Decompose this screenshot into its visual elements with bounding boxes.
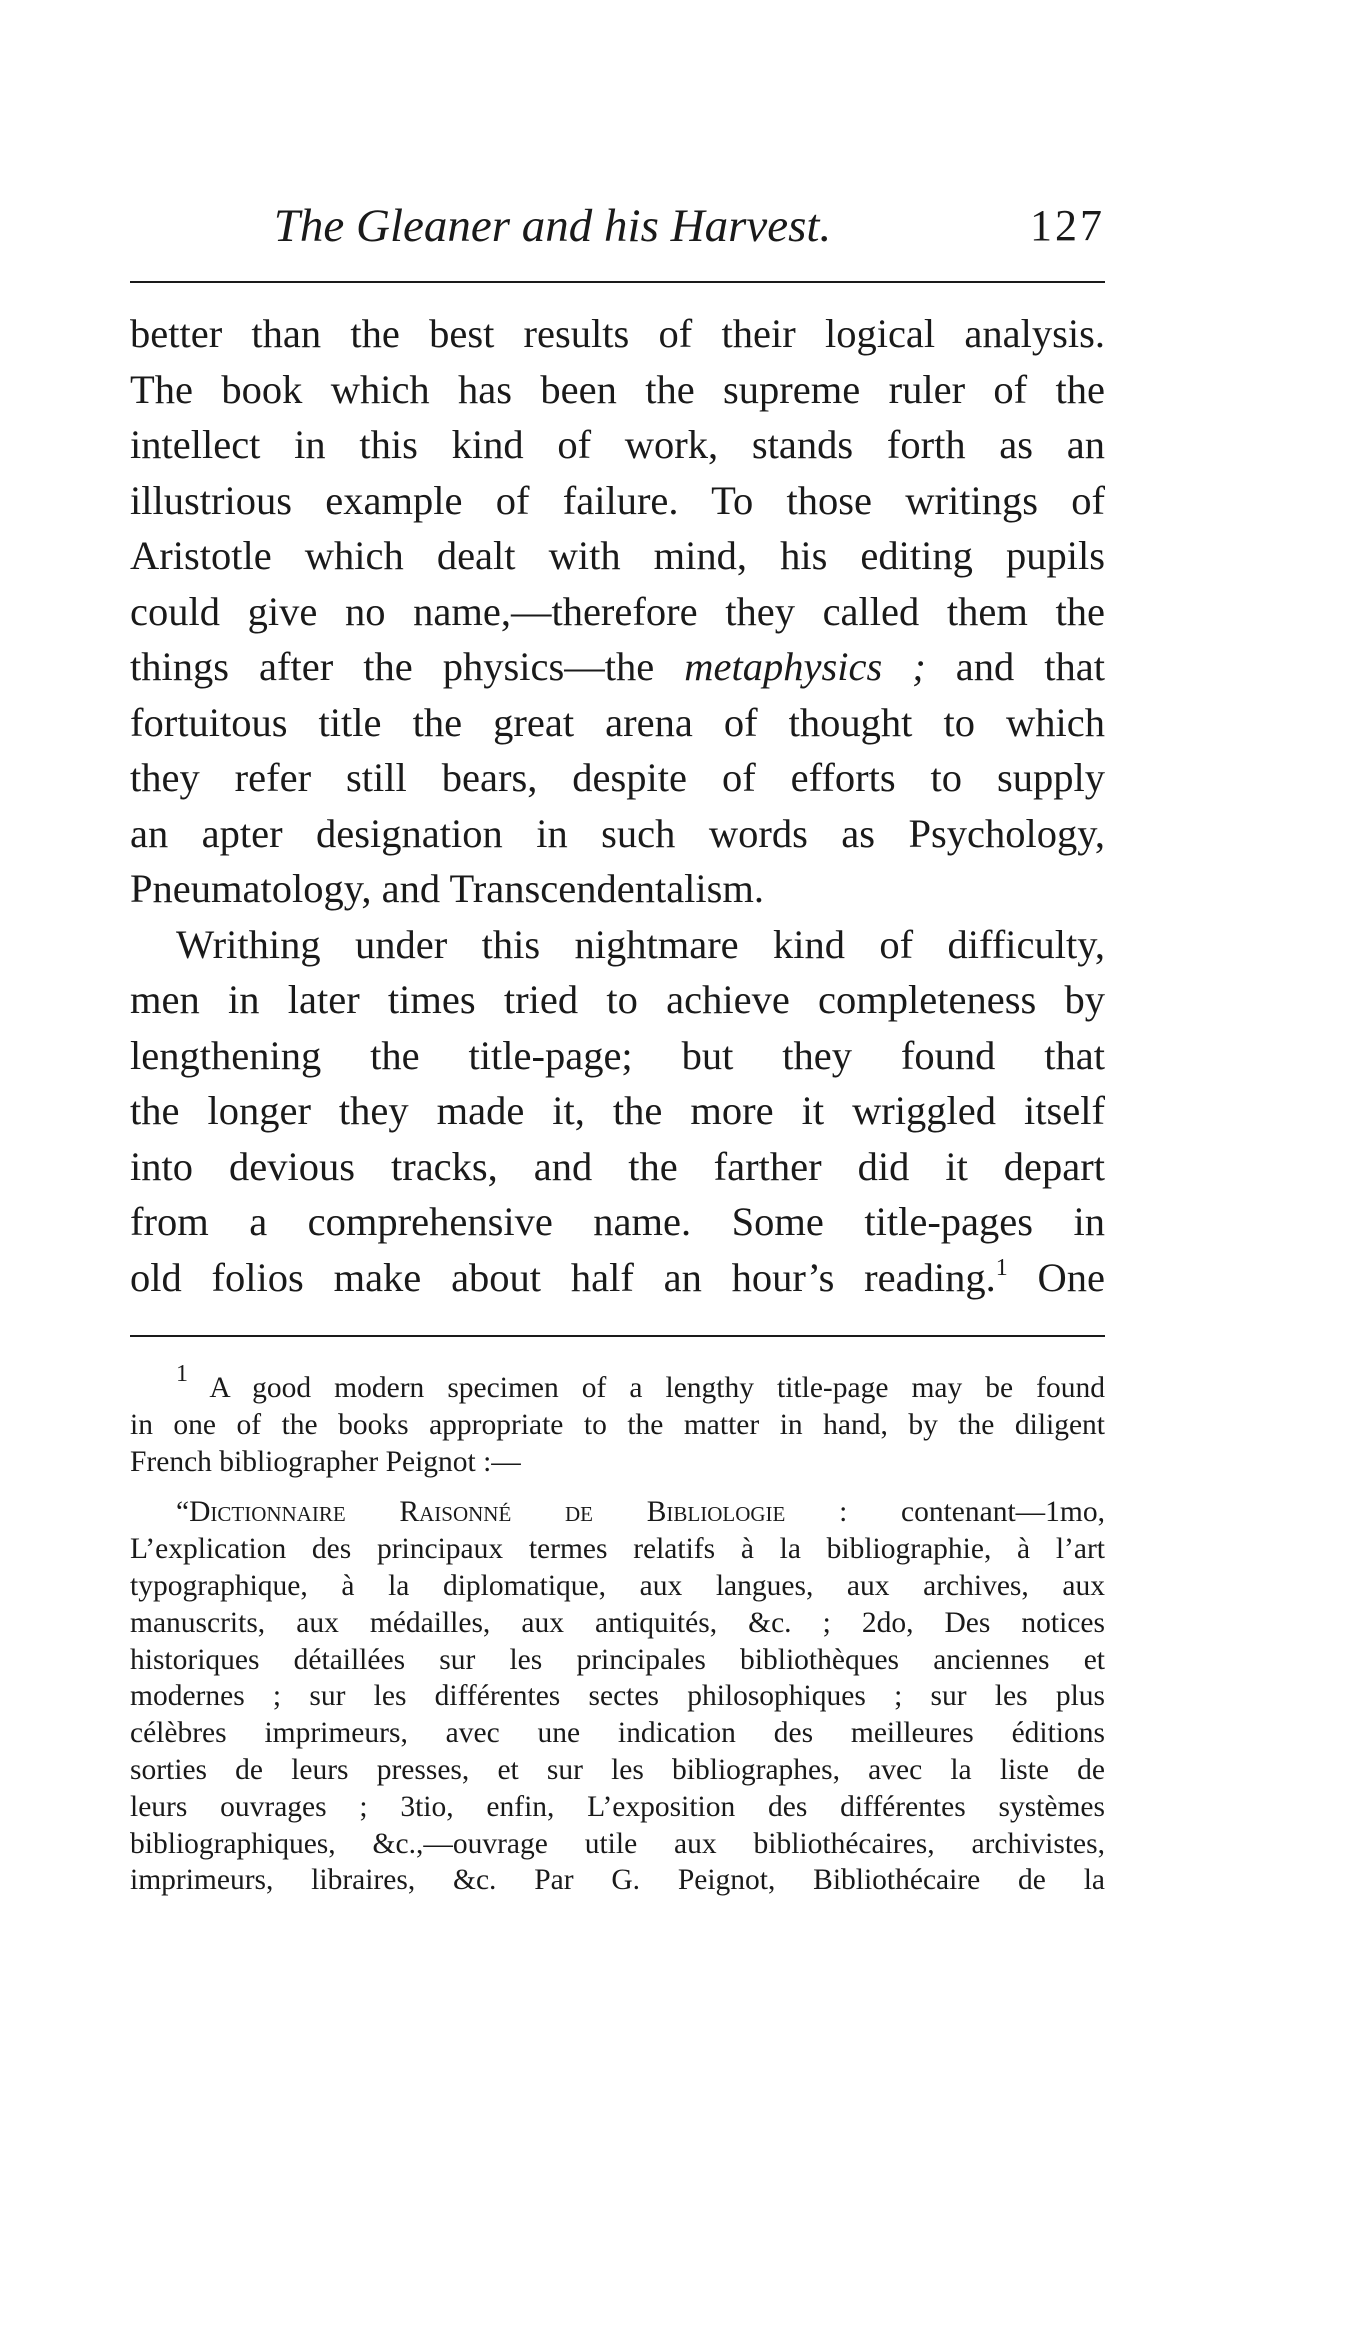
footnote-line: typographique, à la diplomatique, aux langues, aux archives, aux [130, 1569, 1105, 1602]
footnote-rule [130, 1335, 1105, 1337]
footnote-line: bibliographiques, &c.,—ouvrage utile aux bibliothécaires, archivistes, [130, 1827, 1105, 1860]
paragraph-1 [130, 306, 1105, 917]
text-line [130, 639, 1105, 695]
footnote-line: célèbres imprimeurs, avec une indication des meilleures éditions [130, 1717, 1105, 1750]
quoted-title: “Dictionnaire Raisonné de Bibliologie : [176, 1496, 848, 1529]
text-line: an apter designation in such words as Psychology, [130, 810, 1105, 856]
running-head [130, 196, 1105, 266]
footnote-line: imprimeurs, libraires, &c. Par G. Peignot, Bibliothécaire de la [130, 1864, 1105, 1897]
footnote-1 [130, 1361, 1105, 1480]
footnote-line: leurs ouvrages ; 3tio, enfin, L’exposition des différentes systèmes [130, 1790, 1105, 1823]
body-text [130, 306, 1105, 1305]
emphasis-metaphysics: metaphysics ; [684, 644, 926, 689]
text-fragment: things after the physics—the [130, 644, 685, 689]
footnote-line: sorties de leurs presses, et sur les bibliographes, avec la liste de [130, 1753, 1105, 1786]
text-line: from a comprehensive name. Some title-pages in [130, 1199, 1105, 1244]
text-fragment: One [1037, 1254, 1106, 1300]
text-fragment: contenant—1mo, [847, 1496, 1105, 1529]
text-line: illustrious example of failure. To those writings of [130, 477, 1105, 523]
text-fragment: old folios make about half an hour’s reading. [130, 1254, 996, 1300]
text-line: Aristotle which dealt with mind, his editing pupils [130, 533, 1105, 578]
text-line: lengthening the title-page; but they found that [130, 1032, 1105, 1078]
text-line: better than the best results of their logical analysis. [130, 311, 1105, 356]
footnote-line: French bibliographer Peignot :— [130, 1445, 521, 1478]
footnote-line [130, 1494, 1105, 1531]
footnote-marker: 1 [176, 1361, 188, 1387]
text-line: The book which has been the supreme ruler of the [130, 366, 1105, 412]
text-fragment: and that [925, 644, 1105, 689]
text-line: the longer they made it, the more it wriggled itself [130, 1088, 1105, 1133]
footnote-reference: 1 [995, 1254, 1008, 1281]
text-line [130, 1250, 1105, 1306]
text-line: could give no name,—therefore they called them the [130, 588, 1105, 634]
paragraph-2 [130, 917, 1105, 1306]
footnotes [130, 1361, 1105, 1899]
text-line: they refer still bears, despite of efforts to supply [130, 755, 1105, 800]
footnote-line [130, 1361, 1105, 1407]
running-title: The Gleaner and his Harvest. [273, 200, 832, 252]
page-number: 127 [1030, 201, 1105, 250]
text-line: fortuitous title the great arena of thought to which [130, 699, 1105, 745]
text-line: Pneumatology, and Transcendentalism. [130, 866, 765, 911]
footnote-line: manuscrits, aux médailles, aux antiquités, &c. ; 2do, Des notices [130, 1606, 1105, 1639]
text-line: intellect in this kind of work, stands forth as an [130, 422, 1105, 467]
footnote-line: in one of the books appropriate to the matter in hand, by the diligent [130, 1408, 1105, 1441]
footnote-line: historiques détaillées sur les principales bibliothèques anciennes et [130, 1643, 1105, 1676]
footnote-line: modernes ; sur les différentes sectes philosophiques ; sur les plus [130, 1680, 1105, 1713]
header-rule [130, 281, 1105, 283]
text-fragment: A good modern specimen of a lengthy title-page may be found [209, 1372, 1105, 1404]
text-line: men in later times tried to achieve completeness by [130, 977, 1105, 1022]
text-line: Writhing under this nightmare kind of difficulty, [176, 921, 1105, 967]
footnote-1-quotation [130, 1494, 1105, 1899]
footnote-line: L’explication des principaux termes relatifs à la bibliographie, à l’art [130, 1533, 1105, 1566]
text-line: into devious tracks, and the farther did it depart [130, 1143, 1105, 1189]
